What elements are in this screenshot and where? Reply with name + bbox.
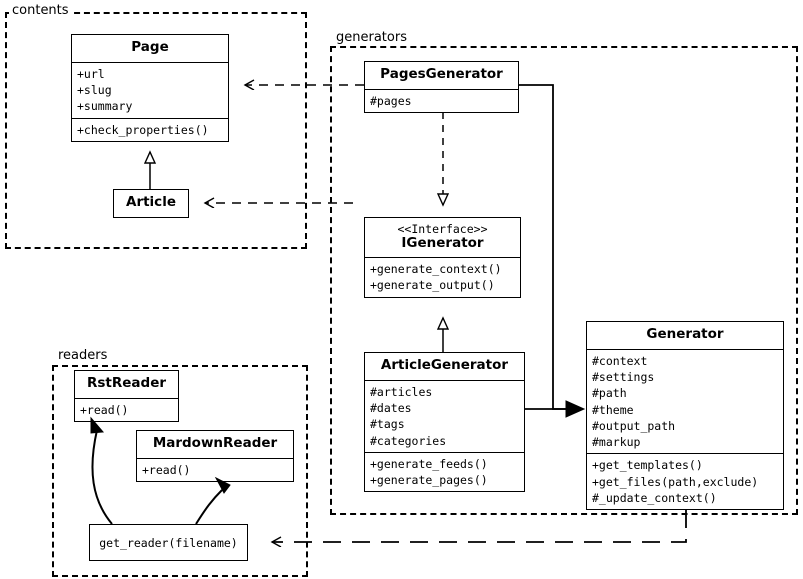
class-igenerator-name: IGenerator — [401, 234, 484, 251]
method: +read() — [142, 462, 191, 477]
attribute: #categories — [370, 433, 447, 448]
attribute: #settings — [592, 369, 655, 384]
attribute: #theme — [592, 402, 634, 417]
class-mardown-reader-methods — [137, 458, 293, 481]
class-get-reader-name: get_reader(filename) — [99, 535, 238, 550]
class-rst-reader-name: RstReader — [86, 375, 167, 391]
class-generator-methods — [587, 453, 783, 509]
method: +generate_pages() — [370, 473, 488, 488]
class-igenerator-methods — [365, 257, 520, 297]
class-article-generator-name: ArticleGenerator — [380, 357, 509, 373]
attribute: #pages — [370, 93, 412, 108]
method: +generate_feeds() — [370, 456, 488, 471]
attribute: +slug — [77, 82, 112, 97]
class-page-attributes — [72, 62, 228, 118]
class-generator-attributes — [587, 349, 783, 454]
class-pages-generator[interactable] — [364, 61, 519, 113]
package-generators-label: generators — [333, 30, 410, 45]
class-article[interactable] — [113, 189, 189, 218]
attribute: #path — [592, 386, 627, 401]
class-mardown-reader[interactable] — [136, 430, 294, 482]
class-rst-reader[interactable] — [74, 370, 179, 422]
class-page[interactable] — [71, 34, 229, 142]
attribute: #context — [592, 353, 648, 368]
class-article-generator[interactable] — [364, 352, 525, 492]
class-article-name: Article — [126, 194, 176, 210]
attribute: +url — [77, 66, 105, 81]
class-page-name: Page — [131, 39, 169, 55]
package-readers-label: readers — [55, 348, 110, 363]
attribute: +summary — [77, 99, 133, 114]
method: +check_properties() — [77, 122, 209, 137]
class-article-generator-attributes — [365, 380, 524, 452]
attribute: #articles — [370, 384, 433, 399]
class-generator[interactable] — [586, 321, 784, 510]
method: +generate_context() — [370, 262, 502, 277]
method: +generate_output() — [370, 278, 495, 293]
class-get-reader[interactable] — [89, 524, 248, 561]
attribute: #dates — [370, 400, 412, 415]
class-mardown-reader-name: MardownReader — [152, 435, 278, 451]
class-article-generator-methods — [365, 452, 524, 492]
class-generator-name: Generator — [646, 326, 724, 342]
class-rst-reader-methods — [75, 398, 178, 421]
attribute: #markup — [592, 435, 641, 450]
method: +read() — [80, 402, 129, 417]
class-page-methods — [72, 118, 228, 141]
package-contents-label: contents — [9, 3, 72, 18]
method: #_update_context() — [592, 491, 717, 506]
method: +get_files(path,exclude) — [592, 474, 759, 489]
method: +get_templates() — [592, 458, 703, 473]
attribute: #tags — [370, 417, 405, 432]
class-pages-generator-attributes — [365, 89, 518, 112]
class-igenerator[interactable] — [364, 217, 521, 298]
class-pages-generator-name: PagesGenerator — [380, 66, 503, 82]
class-igenerator-stereotype: <<Interface>> — [397, 222, 488, 236]
attribute: #output_path — [592, 418, 676, 433]
